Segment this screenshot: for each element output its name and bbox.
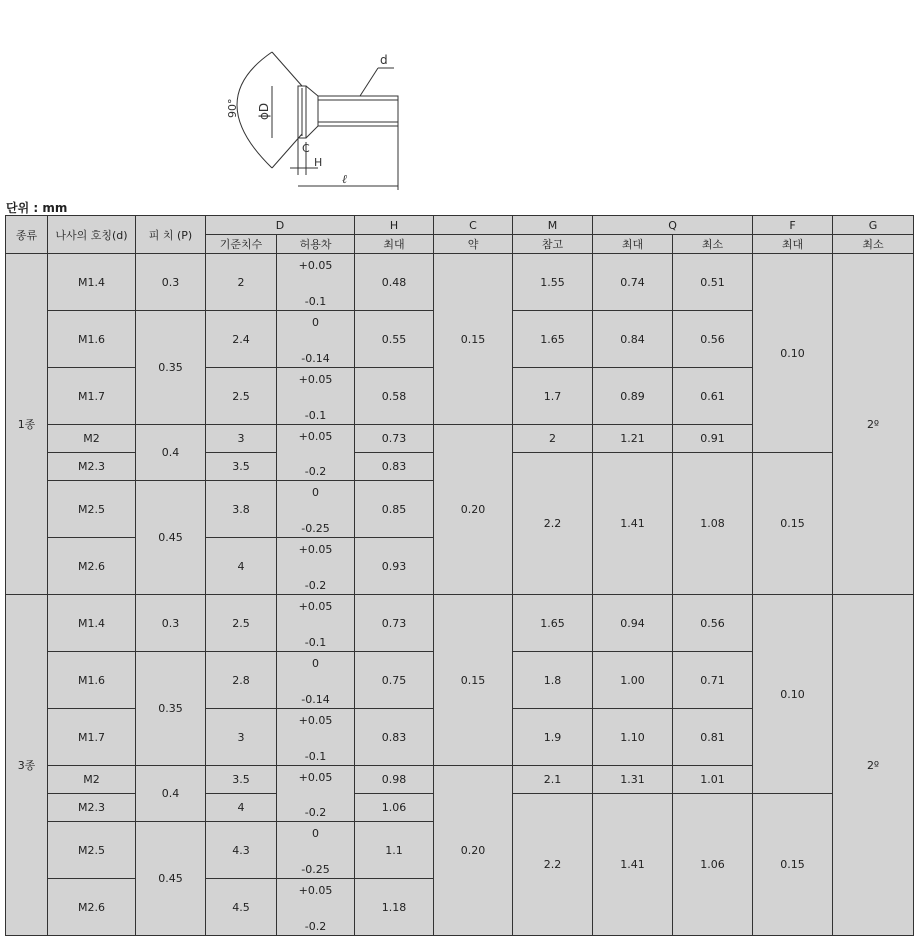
q-max-cell: 1.21 — [593, 425, 673, 453]
header-Q-min: 최소 — [673, 235, 753, 254]
thread-cell: M1.7 — [48, 709, 136, 766]
c-cell: 0.20 — [434, 766, 513, 936]
tolerance-cell — [277, 879, 355, 936]
h-cell: 0.73 — [355, 425, 434, 453]
pitch-cell: 0.3 — [136, 254, 206, 311]
d-base-cell: 4.5 — [206, 879, 277, 936]
header-pitch: 피 치 (P) — [136, 216, 206, 254]
d-base-cell: 4.3 — [206, 822, 277, 879]
tolerance-lower: -0.2 — [304, 578, 327, 592]
d-base-cell: 2.4 — [206, 311, 277, 368]
type-cell: 3종 — [6, 595, 48, 936]
m-cell: 2.2 — [513, 794, 593, 936]
tolerance-pair — [277, 711, 354, 764]
tolerance-upper: 0 — [312, 656, 319, 670]
q-min-cell: 1.01 — [673, 766, 753, 794]
q-min-cell: 0.91 — [673, 425, 753, 453]
h-cell: 0.93 — [355, 538, 434, 595]
thread-cell: M2.3 — [48, 453, 136, 481]
tolerance-pair — [277, 597, 354, 650]
thread-cell: M1.7 — [48, 368, 136, 425]
tolerance-cell — [277, 595, 355, 652]
tolerance-cell — [277, 254, 355, 311]
tolerance-upper: +0.05 — [298, 258, 333, 272]
tolerance-upper: +0.05 — [298, 429, 333, 443]
tolerance-pair — [277, 483, 354, 536]
tolerance-lower: -0.14 — [301, 351, 330, 365]
h-cell: 1.06 — [355, 794, 434, 822]
tolerance-upper: 0 — [312, 315, 319, 329]
q-max-cell: 1.31 — [593, 766, 673, 794]
q-max-cell: 0.74 — [593, 254, 673, 311]
tolerance-upper: 0 — [312, 485, 319, 499]
tolerance-pair — [277, 768, 354, 820]
h-cell: 0.73 — [355, 595, 434, 652]
f-cell: 0.15 — [753, 794, 833, 936]
q-min-cell: 0.61 — [673, 368, 753, 425]
h-cell: 0.85 — [355, 481, 434, 538]
g-cell: 2º — [833, 254, 914, 595]
m-cell: 1.65 — [513, 311, 593, 368]
pitch-cell: 0.45 — [136, 822, 206, 936]
m-cell: 2.1 — [513, 766, 593, 794]
q-min-cell: 0.56 — [673, 595, 753, 652]
f-cell: 0.15 — [753, 453, 833, 595]
header-Q: Q — [593, 216, 753, 235]
tolerance-upper: +0.05 — [298, 713, 333, 727]
m-cell: 2 — [513, 425, 593, 453]
q-min-cell: 0.51 — [673, 254, 753, 311]
label-c: C — [302, 142, 310, 155]
tolerance-cell — [277, 652, 355, 709]
thread-cell: M1.6 — [48, 652, 136, 709]
tolerance-lower: -0.1 — [304, 749, 327, 763]
header-C: C — [434, 216, 513, 235]
tolerance-cell — [277, 709, 355, 766]
tolerance-pair — [277, 540, 354, 593]
q-max-cell: 1.00 — [593, 652, 673, 709]
tolerance-cell — [277, 822, 355, 879]
q-min-cell: 0.56 — [673, 311, 753, 368]
q-max-cell: 1.10 — [593, 709, 673, 766]
d-base-cell: 2 — [206, 254, 277, 311]
header-H-sub: 최대 — [355, 235, 434, 254]
thread-cell: M2.6 — [48, 879, 136, 936]
spec-table — [5, 215, 914, 936]
tolerance-upper: 0 — [312, 826, 319, 840]
header-D: D — [206, 216, 355, 235]
thread-cell: M1.4 — [48, 595, 136, 652]
thread-cell: M2.3 — [48, 794, 136, 822]
tolerance-lower: -0.1 — [304, 294, 327, 308]
m-cell: 2.2 — [513, 453, 593, 595]
header-D-tol: 허용차 — [277, 235, 355, 254]
tolerance-lower: -0.2 — [304, 805, 327, 819]
tolerance-upper: +0.05 — [298, 770, 333, 784]
d-base-cell: 3.8 — [206, 481, 277, 538]
header-M-sub: 참고 — [513, 235, 593, 254]
d-base-cell: 3 — [206, 709, 277, 766]
unit-label: 단위 : mm — [6, 201, 68, 215]
header-type: 종류 — [6, 216, 48, 254]
tolerance-lower: -0.1 — [304, 408, 327, 422]
h-cell: 0.58 — [355, 368, 434, 425]
d-base-cell: 4 — [206, 538, 277, 595]
table-row — [6, 254, 914, 311]
g-cell: 2º — [833, 595, 914, 936]
m-cell: 1.8 — [513, 652, 593, 709]
tolerance-pair — [277, 370, 354, 423]
c-cell: 0.15 — [434, 254, 513, 425]
header-H: H — [355, 216, 434, 235]
c-cell: 0.15 — [434, 595, 513, 766]
label-d: d — [380, 53, 388, 67]
f-cell: 0.10 — [753, 595, 833, 794]
header-G-sub: 최소 — [833, 235, 914, 254]
type-cell: 1종 — [6, 254, 48, 595]
q-max-cell: 0.94 — [593, 595, 673, 652]
tolerance-upper: +0.05 — [298, 372, 333, 386]
thread-cell: M1.4 — [48, 254, 136, 311]
tolerance-pair — [277, 256, 354, 309]
pitch-cell: 0.4 — [136, 766, 206, 822]
d-base-cell: 2.8 — [206, 652, 277, 709]
tolerance-upper: +0.05 — [298, 883, 333, 897]
q-min-cell: 1.06 — [673, 794, 753, 936]
label-angle: 90° — [226, 98, 239, 118]
screw-diagram — [210, 40, 420, 195]
header-G: G — [833, 216, 914, 235]
m-cell: 1.55 — [513, 254, 593, 311]
tolerance-pair — [277, 824, 354, 877]
tolerance-pair — [277, 313, 354, 366]
thread-cell: M2.6 — [48, 538, 136, 595]
tolerance-lower: -0.25 — [301, 521, 330, 535]
h-cell: 0.83 — [355, 709, 434, 766]
header-thread: 나사의 호칭(d) — [48, 216, 136, 254]
header-F: F — [753, 216, 833, 235]
d-base-cell: 2.5 — [206, 368, 277, 425]
q-max-cell: 0.84 — [593, 311, 673, 368]
pitch-cell: 0.35 — [136, 652, 206, 766]
tolerance-cell — [277, 481, 355, 538]
m-cell: 1.9 — [513, 709, 593, 766]
d-base-cell: 2.5 — [206, 595, 277, 652]
tolerance-lower: -0.2 — [304, 919, 327, 933]
c-cell: 0.20 — [434, 425, 513, 595]
d-base-cell: 4 — [206, 794, 277, 822]
h-cell: 0.75 — [355, 652, 434, 709]
table-row — [6, 595, 914, 652]
label-l: ℓ — [342, 172, 347, 186]
h-cell: 0.83 — [355, 453, 434, 481]
q-max-cell: 1.41 — [593, 453, 673, 595]
thread-cell: M2.5 — [48, 822, 136, 879]
tolerance-lower: -0.14 — [301, 692, 330, 706]
thread-cell: M2 — [48, 425, 136, 453]
header-D-base: 기준치수 — [206, 235, 277, 254]
tolerance-pair — [277, 654, 354, 707]
m-cell: 1.65 — [513, 595, 593, 652]
thread-cell: M2.5 — [48, 481, 136, 538]
d-base-cell: 3 — [206, 425, 277, 453]
tolerance-lower: -0.2 — [304, 464, 327, 478]
pitch-cell: 0.4 — [136, 425, 206, 481]
label-h: H — [314, 156, 323, 169]
d-base-cell: 3.5 — [206, 453, 277, 481]
label-phiD: ϕD — [257, 102, 271, 120]
q-min-cell: 0.81 — [673, 709, 753, 766]
h-cell: 1.1 — [355, 822, 434, 879]
tolerance-upper: +0.05 — [298, 542, 333, 556]
header-M: M — [513, 216, 593, 235]
q-min-cell: 1.08 — [673, 453, 753, 595]
d-base-cell: 3.5 — [206, 766, 277, 794]
thread-cell: M1.6 — [48, 311, 136, 368]
header-F-sub: 최대 — [753, 235, 833, 254]
tolerance-lower: -0.25 — [301, 862, 330, 876]
header-Q-max: 최대 — [593, 235, 673, 254]
thread-cell: M2 — [48, 766, 136, 794]
h-cell: 0.48 — [355, 254, 434, 311]
q-max-cell: 1.41 — [593, 794, 673, 936]
q-max-cell: 0.89 — [593, 368, 673, 425]
h-cell: 0.55 — [355, 311, 434, 368]
f-cell: 0.10 — [753, 254, 833, 453]
tolerance-cell — [277, 311, 355, 368]
tolerance-lower: -0.1 — [304, 635, 327, 649]
q-min-cell: 0.71 — [673, 652, 753, 709]
tolerance-cell — [277, 368, 355, 425]
h-cell: 1.18 — [355, 879, 434, 936]
tolerance-pair — [277, 881, 354, 934]
tolerance-upper: +0.05 — [298, 599, 333, 613]
pitch-cell: 0.35 — [136, 311, 206, 425]
pitch-cell: 0.3 — [136, 595, 206, 652]
h-cell: 0.98 — [355, 766, 434, 794]
header-C-sub: 약 — [434, 235, 513, 254]
pitch-cell: 0.45 — [136, 481, 206, 595]
tolerance-cell — [277, 425, 355, 481]
tolerance-cell — [277, 766, 355, 822]
m-cell: 1.7 — [513, 368, 593, 425]
tolerance-cell — [277, 538, 355, 595]
tolerance-pair — [277, 427, 354, 479]
